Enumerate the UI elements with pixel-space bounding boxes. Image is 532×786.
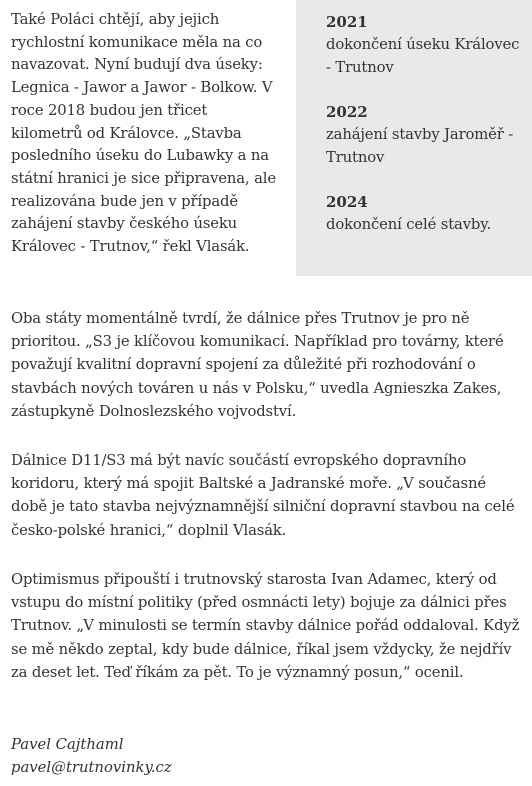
timeline-item: [326, 191, 526, 236]
intro-paragraph: Také Poláci chtějí, aby jejich rychlostní komunikace měla na co navazovat. Nyní budují dva úseky: Legnica - Jawor a Jawor - Bolkow. V roce 2018 budou jen třicet kilometrů od Královce. „Stavba posledního úseku do Lubawky a na státní hranici je sice připravena, ale realizována bude jen v případě zahájení stavby českého úseku Královec - Trutnov,“ řekl Vlasák.: [11, 11, 276, 256]
timeline-item: [326, 11, 526, 79]
timeline-text: dokončení úseku Královec - Trutnov: [326, 36, 520, 76]
timeline-year: 2024: [326, 193, 368, 211]
author-name: Pavel Cajthaml: [11, 736, 124, 753]
timeline-box: [296, 0, 532, 276]
author-email[interactable]: pavel@trutnovinky.cz: [11, 759, 172, 776]
timeline-year: 2022: [326, 103, 368, 121]
body-paragraph: Dálnice D11/S3 má být navíc součástí evropského dopravního koridoru, který má spojit Baltské a Jadranské moře. „V současné době je tato stavba nejvýznamnější silniční dopravní stavbou na celé česko-polské hranici,“ doplnil Vlasák.: [11, 452, 515, 539]
body-paragraph: Oba státy momentálně tvrdí, že dálnice přes Trutnov je pro ně prioritou. „S3 je klíčovou komunikací. Například pro továrny, které považují kvalitní dopravní spojení za důležité při rozhodování o stavbách nových továren u nás v Polsku,“ uvedla Agnieszka Zakes, zástupkyně Dolnoslezského vojvodství.: [11, 310, 504, 420]
timeline-text: zahájení stavby Jaroměř - Trutnov: [326, 126, 514, 166]
timeline-item: [326, 101, 526, 169]
timeline-year: 2021: [326, 13, 368, 31]
body-paragraph: Optimismus připouští i trutnovský starosta Ivan Adamec, který od vstupu do místní politiky (před osmnácti lety) bojuje za dálnici přes Trutnov. „V minulosti se termín stavby dálnice pořád oddaloval. Když se mě někdo zeptal, kdy bude dálnice, říkal jsem vždycky, že nejdřív za deset let. Teď říkám za pět. To je významný posun,“ ocenil.: [11, 571, 520, 681]
signature: [11, 733, 311, 779]
timeline-text: dokončení celé stavby.: [326, 216, 492, 233]
